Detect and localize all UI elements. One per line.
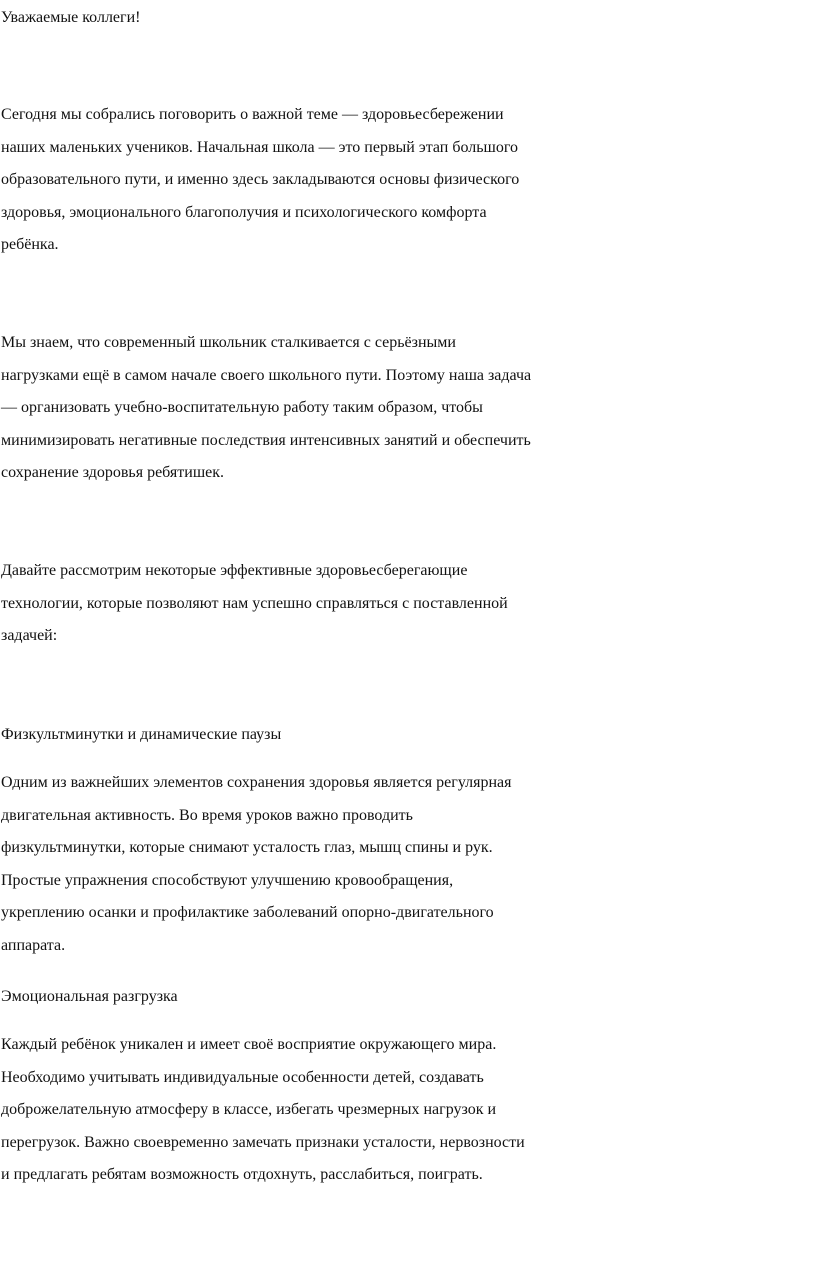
text-line: Мы знаем, что современный школьник сталкивается с серьёзными	[1, 334, 456, 351]
text-line: доброжелательную атмосферу в классе, избегать чрезмерных нагрузок и	[1, 1101, 497, 1118]
paragraph-intro	[1, 99, 816, 262]
text-line: Одним из важнейших элементов сохранения здоровья является регулярная	[1, 774, 512, 791]
text-line: технологии, которые позволяют нам успешно справляться с поставленной	[1, 594, 508, 612]
text-line: сохранение здоровья ребятишек.	[1, 464, 225, 481]
section-body-physical	[1, 767, 816, 962]
text-line: Простые упражнения способствуют улучшению кровообращения,	[1, 871, 454, 889]
text-line: минимизировать негативные последствия интенсивных занятий и обеспечить	[1, 431, 531, 449]
section-heading-physical	[1, 719, 816, 752]
paragraph-technologies	[1, 555, 816, 653]
text-line: физкультминутки, которые снимают усталость глаз, мышц спины и рук.	[1, 839, 493, 856]
section-heading: Эмоциональная разгрузка	[1, 988, 178, 1005]
text-line: — организовать учебно-воспитательную работу таким образом, чтобы	[1, 399, 483, 416]
text-line: нагрузками ещё в самом начале своего школьного пути. Поэтому наша задача	[1, 366, 532, 384]
text-line: задачей:	[1, 627, 58, 644]
text-line: Необходимо учитывать индивидуальные особенности детей, создавать	[1, 1068, 484, 1086]
text-line: и предлагать ребятам возможность отдохнуть, расслабиться, поиграть.	[1, 1166, 483, 1183]
section-heading-emotional	[1, 981, 816, 1014]
paragraph-workload	[1, 327, 816, 490]
greeting	[1, 2, 816, 35]
text-line: наших маленьких учеников. Начальная школа — это первый этап большого	[1, 138, 519, 156]
text-line: Каждый ребёнок уникален и имеет своё восприятие окружающего мира.	[1, 1036, 497, 1053]
greeting-text: Уважаемые коллеги!	[1, 9, 141, 26]
text-line: здоровья, эмоционального благополучия и психологического комфорта	[1, 203, 487, 221]
text-line: аппарата.	[1, 936, 66, 954]
text-line: перегрузок. Важно своевременно замечать признаки усталости, нервозности	[1, 1133, 525, 1151]
section-heading: Физкультминутки и динамические паузы	[1, 726, 282, 743]
text-line: образовательного пути, и именно здесь закладываются основы физического	[1, 171, 520, 188]
text-line: двигательная активность. Во время уроков важно проводить	[1, 806, 413, 824]
section-body-emotional	[1, 1029, 816, 1192]
text-line: укреплению осанки и профилактике заболеваний опорно-двигательного	[1, 904, 494, 921]
text-line: ребёнка.	[1, 236, 59, 253]
text-line: Сегодня мы собрались поговорить о важной теме — здоровьесбережении	[1, 106, 504, 123]
text-line: Давайте рассмотрим некоторые эффективные здоровьесберегающие	[1, 562, 468, 579]
